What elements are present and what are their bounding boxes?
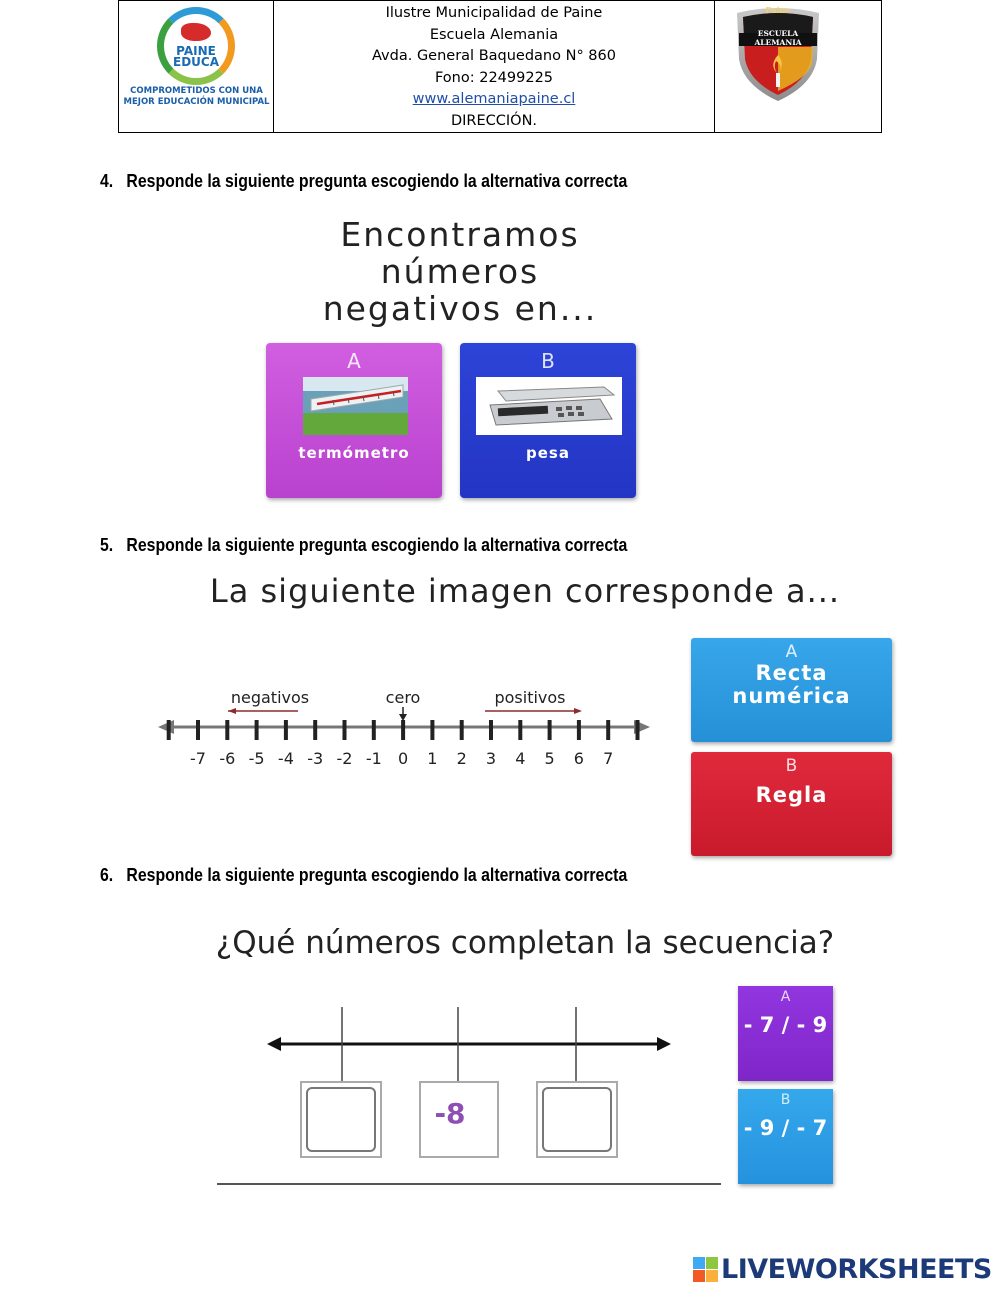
liveworksheets-logo-icon [693,1257,718,1282]
municipal-logo-cell [119,1,274,132]
liveworksheets-brand [693,1254,992,1285]
tick-labels [190,749,613,768]
logo-caption [119,86,274,108]
option-a-number-line[interactable] [691,638,892,742]
number-line-figure [150,680,660,775]
tick-label: 3 [485,749,497,768]
option-label: termómetro [298,444,410,462]
brand-name: LIVEWORKSHEETS [721,1254,992,1285]
option-letter: B [541,349,555,373]
question-5-title [100,535,627,556]
logo-word-2: EDUCA [173,55,219,69]
info-line-school: Escuela Alemania [429,26,559,43]
tick-label: 4 [515,749,526,768]
scale-icon [476,377,622,435]
zero-arrow-icon [399,714,407,721]
left-arrow-icon [267,1037,281,1051]
option-b-ruler[interactable] [691,752,892,856]
info-line-direction: DIRECCIÓN. [450,112,538,129]
logo-wordmark [157,46,235,68]
question-instruction: Responde la siguiente pregunta escogiendo la alternativa correcta [126,865,628,885]
option-label: pesa [526,444,570,462]
info-line-phone: Fono: 22499225 [434,69,554,86]
school-info-cell [274,1,715,132]
tick-label: -2 [336,749,353,768]
prompt-line-1: Encontramos [340,215,580,254]
option-b-sequence[interactable] [738,1089,833,1184]
question-6-prompt: ¿Qué números completan la secuencia? [215,925,835,961]
question-number: 5. [100,535,114,555]
school-crest-cell [715,1,881,132]
option-b-scale[interactable] [460,343,636,498]
option-letter: B [785,756,798,776]
option-a-sequence[interactable] [738,986,833,1081]
tick-marks [169,720,638,740]
thermometer-icon [303,377,408,435]
tick-label: -4 [277,749,294,768]
school-website-link[interactable]: www.alemaniapaine.cl [412,91,576,107]
info-line-address: Avda. General Baquedano N° 860 [371,48,616,64]
option-letter: A [780,989,791,1005]
tick-label: 0 [398,749,409,768]
option-label-line-2: numérica [732,684,851,708]
tick-label: -1 [365,749,382,768]
tick-label: 7 [603,749,614,768]
prompt-line-2: números [380,252,540,291]
tick-label: -3 [307,749,324,768]
info-line-municipality: Ilustre Municipalidad de Paine [385,5,603,21]
logo-caption-line-2: MEJOR EDUCACIÓN MUNICIPAL [123,97,270,107]
question-6-title [100,865,627,886]
question-instruction: Responde la siguiente pregunta escogiendo la alternativa correcta [126,171,628,191]
letterhead-table [118,0,882,133]
sequence-figure [215,982,725,1188]
tick-label: 1 [427,749,438,768]
question-instruction: Responde la siguiente pregunta escogiendo la alternativa correcta [126,535,628,555]
crest-band-text: ESCUELA ALEMANIA [754,29,802,47]
school-crest-icon [733,7,823,103]
tick-label: 5 [544,749,555,768]
option-label: - 7 / - 9 [743,1013,828,1037]
question-5-prompt: La siguiente imagen corresponde a... [209,572,841,610]
tick-label: 2 [456,749,467,768]
map-shape-icon [181,23,211,41]
tick-label: -7 [190,749,206,768]
right-arrow-icon [657,1037,671,1051]
logo-caption-line-1: COMPROMETIDOS CON UNA [130,86,263,96]
negatives-label: negativos [230,688,310,707]
option-letter: B [780,1092,791,1108]
question-4-title [100,171,627,192]
logo-word-1: PAINE [176,44,216,58]
option-letter: A [785,642,798,662]
tick-label: -5 [248,749,265,768]
tick-label: 6 [573,749,584,768]
middle-value: -8 [434,1097,466,1130]
option-letter: A [347,349,361,373]
option-label: - 9 / - 7 [743,1116,828,1140]
crest-top-text: Paine [765,5,791,15]
option-a-thermometer[interactable] [266,343,442,498]
option-label: Regla [755,783,828,807]
question-4-prompt [250,216,670,327]
question-number: 6. [100,865,114,885]
positives-label: positivos [494,688,566,707]
zero-label: cero [385,688,421,707]
option-label-line-1: Recta [755,661,828,685]
question-number: 4. [100,171,114,191]
tick-label: -6 [219,749,236,768]
prompt-line-3: negativos en... [322,289,598,328]
left-arrow-icon [158,720,174,734]
